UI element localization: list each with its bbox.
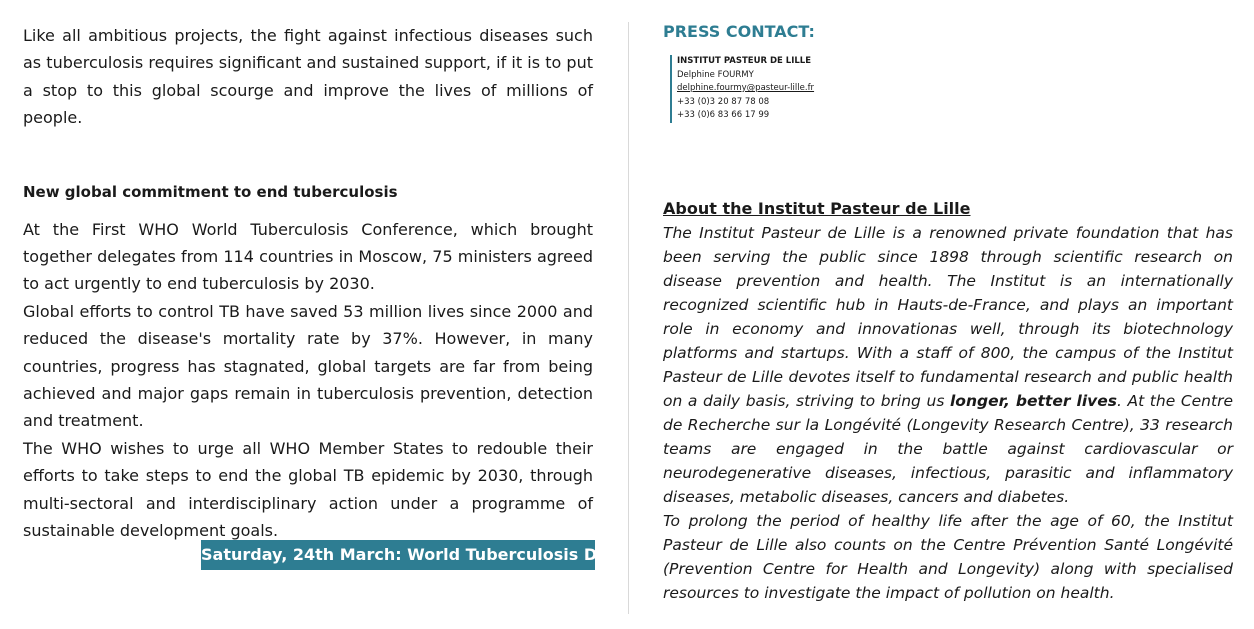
date-banner: Saturday, 24th March: World Tuberculosis Day: [201, 540, 595, 570]
right-column: [663, 22, 1233, 41]
about-paragraph-1: [663, 221, 1233, 509]
press-contact-block: [670, 55, 814, 123]
about-section: [663, 199, 1233, 605]
about-paragraph-2: To prolong the period of healthy life after the age of 60, the Institut Pasteur de Lille also counts on the Centre Prévention Santé Longévité (Prevention Centre for Health and Longevity) along with specialised resources to investigate the impact of pollution on health.: [663, 512, 1233, 602]
about-title: About the Institut Pasteur de Lille: [663, 199, 971, 218]
intro-paragraph: Like all ambitious projects, the fight against infectious diseases such as tuberculosis requires significant and sustained support, if it is to put a stop to this global scourge and improve the lives of millions of people.: [23, 26, 593, 128]
press-contact-title: PRESS CONTACT:: [663, 22, 815, 41]
left-column: [23, 22, 593, 545]
about-text-start: The Institut Pasteur de Lille is a renowned private foundation that has been serving the public since 1898 through scientific research on disease prevention and health. The Institut is an internationally recognized scientific hub in Hauts-de-France, and plays an important role in economy and innovationas well, through its biotechnology platforms and startups. With a staff of 800, the campus of the Institut Pasteur de Lille devotes itself to fundamental research and public health on a daily basis, striving to bring us: [663, 224, 1233, 410]
conference-paragraph: At the First WHO World Tuberculosis Conference, which brought together delegates from 114 countries in Moscow, 75 ministers agreed to act urgently to end tuberculosis by 2030.: [23, 219, 593, 294]
about-text-emphasis: longer, better lives: [949, 392, 1118, 410]
who-paragraph: The WHO wishes to urge all WHO Member States to redouble their efforts to take steps to end the global TB epidemic by 2030, through multi-sectoral and interdisciplinary action under a programme of sustainable development goals.: [23, 438, 593, 541]
contact-phone-office: +33 (0)3 20 87 78 08: [677, 96, 770, 107]
contact-organization: INSTITUT PASTEUR DE LILLE: [677, 56, 812, 66]
contact-name: Delphine FOURMY: [677, 69, 754, 80]
contact-phone-mobile: +33 (0)6 83 66 17 99: [677, 110, 770, 120]
contact-email-link[interactable]: delphine.fourmy@pasteur-lille.fr: [677, 83, 815, 93]
efforts-paragraph: Global efforts to control TB have saved 53 million lives since 2000 and reduced the disease's mortality rate by 37%. However, in many countries, progress has stagnated, global targets are far from being achieved and major gaps remain in tuberculosis prevention, detection and treatment.: [23, 301, 593, 431]
about-text-end: . At the Centre de Recherche sur la Longévité (Longevity Research Centre), 33 research teams are engaged in the battle against cardiovascular or neurodegenerative diseases, infectious, parasitic and inflammatory diseases, metabolic diseases, cancers and diabetes.: [663, 392, 1233, 506]
section-heading: New global commitment to end tuberculosis: [23, 182, 398, 201]
column-divider: [628, 22, 629, 614]
